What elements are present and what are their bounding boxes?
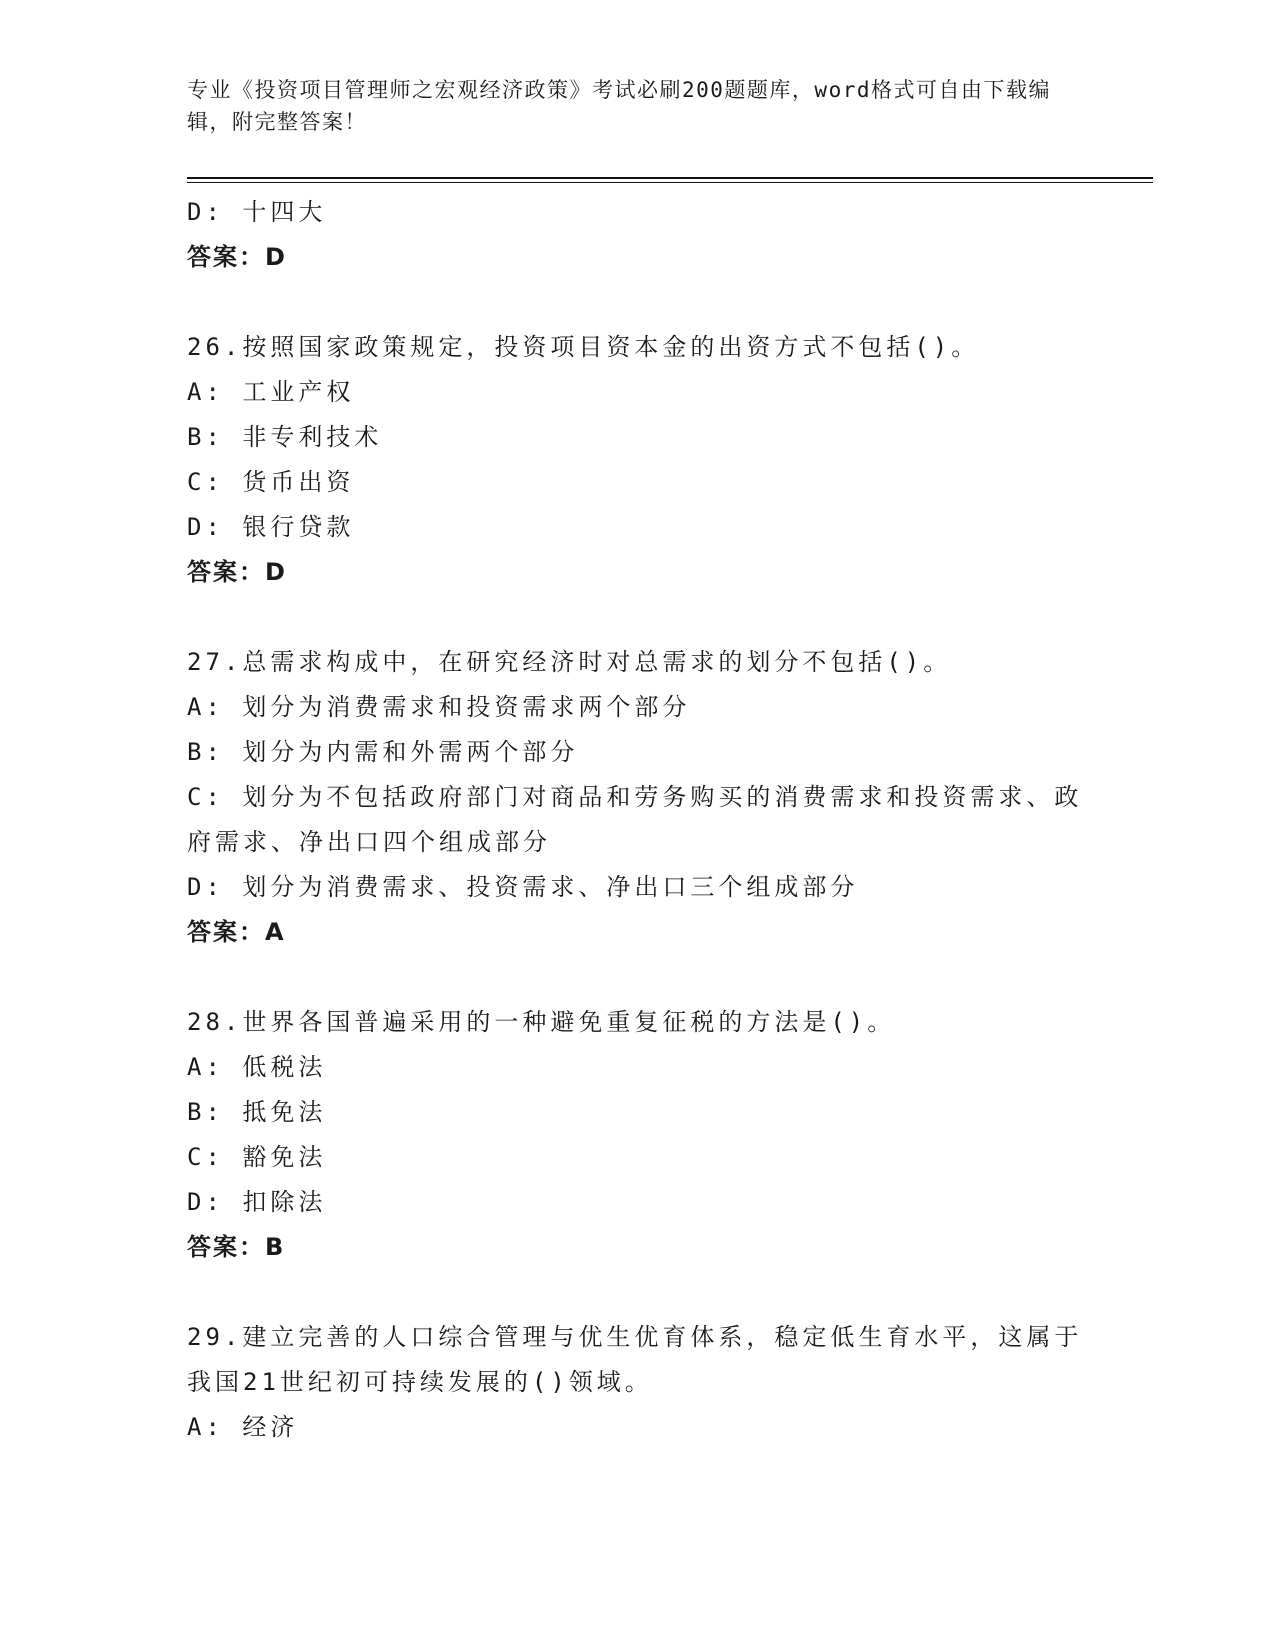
question-stem: 28.世界各国普遍采用的一种避免重复征税的方法是()。 xyxy=(187,1008,896,1036)
option-b: B: 划分为内需和外需两个部分 xyxy=(187,738,579,766)
option-a: A: 划分为消费需求和投资需求两个部分 xyxy=(187,693,691,721)
answer-line: 答案：D xyxy=(187,558,287,586)
spacer xyxy=(187,595,1087,640)
header-rule xyxy=(187,177,1153,179)
option-a: A: 经济 xyxy=(187,1413,299,1441)
option-c: C: 豁免法 xyxy=(187,1143,327,1171)
option-a: A: 工业产权 xyxy=(187,378,355,406)
question-stem: 29.建立完善的人口综合管理与优生优育体系，稳定低生育水平，这属于我国21世纪初可持续发展的()领域。 xyxy=(187,1323,1083,1396)
option-b: B: 抵免法 xyxy=(187,1098,327,1126)
question-28 xyxy=(187,1000,1087,1270)
question-stem: 27.总需求构成中，在研究经济时对总需求的划分不包括()。 xyxy=(187,648,952,676)
question-26 xyxy=(187,325,1087,595)
question-stem: 26.按照国家政策规定，投资项目资本金的出资方式不包括()。 xyxy=(187,333,980,361)
option-d: D: 银行贷款 xyxy=(187,513,355,541)
option-d: D: 十四大 xyxy=(187,198,327,226)
header-rule-thin xyxy=(187,182,1153,183)
option-c: C: 划分为不包括政府部门对商品和劳务购买的消费需求和投资需求、政府需求、净出口四个组成部分 xyxy=(187,783,1083,856)
question-29 xyxy=(187,1315,1087,1450)
answer-line: 答案：A xyxy=(187,918,286,946)
answer-line: 答案：D xyxy=(187,243,287,271)
spacer xyxy=(187,280,1087,325)
option-d: D: 划分为消费需求、投资需求、净出口三个组成部分 xyxy=(187,873,859,901)
question-27 xyxy=(187,640,1087,955)
option-b: B: 非专利技术 xyxy=(187,423,383,451)
answer-line: 答案：B xyxy=(187,1233,286,1261)
spacer xyxy=(187,1270,1087,1315)
option-a: A: 低税法 xyxy=(187,1053,327,1081)
option-c: C: 货币出资 xyxy=(187,468,355,496)
document-header: 专业《投资项目管理师之宏观经济政策》考试必刷200题题库，word格式可自由下载编辑，附完整答案！ xyxy=(187,78,1051,134)
option-d: D: 扣除法 xyxy=(187,1188,327,1216)
spacer xyxy=(187,955,1087,1000)
question-content xyxy=(187,190,1087,1450)
